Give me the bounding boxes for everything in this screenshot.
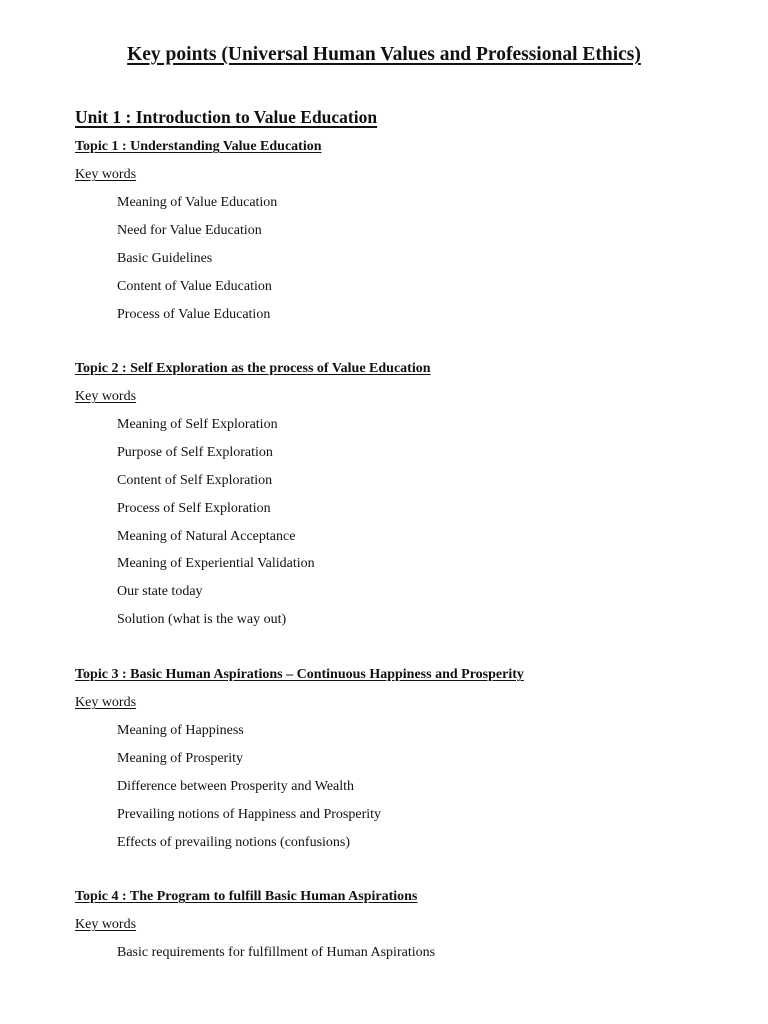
keywords-label: Key words — [75, 917, 137, 932]
keyword-item: Meaning of Natural Acceptance — [117, 528, 296, 544]
keywords-label: Key words — [75, 167, 137, 182]
keywords-label: Key words — [75, 389, 137, 404]
document-title: Key points (Universal Human Values and Professional Ethics) — [127, 44, 641, 65]
keyword-item: Content of Value Education — [117, 278, 272, 294]
keyword-item: Effects of prevailing notions (confusions) — [117, 834, 351, 850]
keyword-item: Purpose of Self Exploration — [117, 444, 273, 460]
keyword-list — [75, 939, 755, 967]
topic-2-section — [75, 355, 755, 634]
keyword-item: Meaning of Value Education — [117, 195, 278, 210]
keyword-item: Process of Self Exploration — [117, 500, 271, 516]
keyword-list — [75, 189, 755, 328]
keywords-label: Key words — [75, 695, 137, 710]
topic-heading: Topic 4 : The Program to fulfill Basic Human Aspirations — [75, 889, 418, 904]
topic-3-section — [75, 661, 755, 856]
topic-1-section — [75, 133, 755, 328]
keyword-item: Need for Value Education — [117, 222, 262, 238]
topic-4-section — [75, 883, 755, 967]
keyword-item: Difference between Prosperity and Wealth — [117, 778, 355, 794]
keyword-item: Meaning of Happiness — [117, 723, 244, 738]
topic-heading: Topic 2 : Self Exploration as the process of Value Education — [75, 361, 431, 376]
unit-heading: Unit 1 : Introduction to Value Education — [75, 107, 378, 127]
keyword-item: Basic Guidelines — [117, 250, 213, 266]
keyword-item: Our state today — [117, 584, 203, 600]
topic-heading: Topic 1 : Understanding Value Education — [75, 139, 322, 154]
keyword-item: Meaning of Experiential Validation — [117, 556, 315, 572]
keyword-item: Basic requirements for fulfillment of Human Aspirations — [117, 945, 436, 960]
topic-heading: Topic 3 : Basic Human Aspirations – Continuous Happiness and Prosperity — [75, 667, 524, 682]
keyword-item: Process of Value Education — [117, 306, 271, 322]
keyword-list — [75, 411, 755, 634]
keyword-item: Prevailing notions of Happiness and Prosperity — [117, 806, 382, 822]
keyword-item: Content of Self Exploration — [117, 472, 273, 488]
keyword-list — [75, 717, 755, 856]
keyword-item: Meaning of Self Exploration — [117, 417, 278, 432]
keyword-item: Meaning of Prosperity — [117, 750, 243, 766]
keyword-item: Solution (what is the way out) — [117, 612, 287, 628]
